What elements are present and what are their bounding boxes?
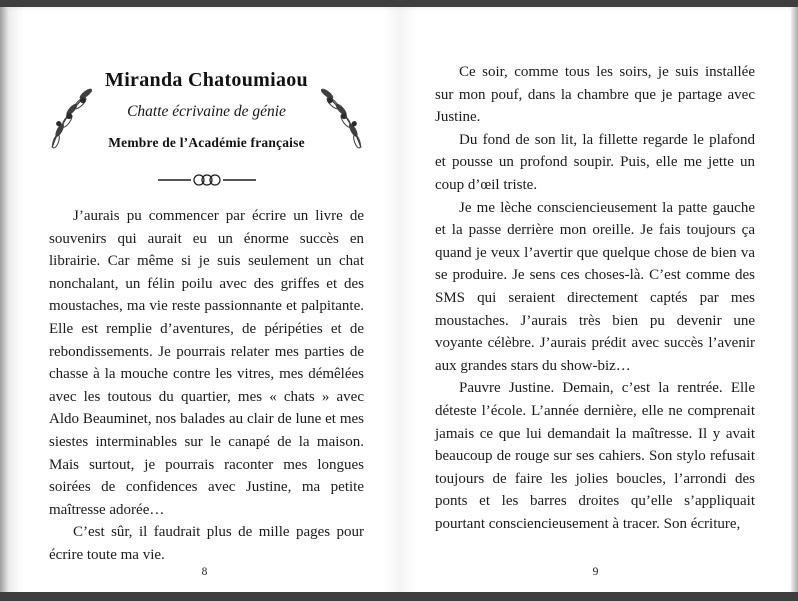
olive-branch-right-icon bbox=[316, 81, 372, 157]
chapter-affiliation: Membre de l’Académie française bbox=[108, 135, 305, 150]
body-paragraph: Pauvre Justine. Demain, c’est la rentrée. Elle déteste l’école. L’année dernière, elle ne comprenait jamais ce que lui demandait la maîtresse. Il y avait beaucoup de rouge sur ses cahiers. Son stylo refusait toujours de faire les jolies boucles, l’arrondi des ponts et les barres droites qu’elle s’appliquait pourtant consciencieusement à tracer. Son écriture, bbox=[435, 380, 755, 532]
book-spread bbox=[9, 7, 791, 592]
rope-coil-divider-icon bbox=[155, 171, 259, 189]
window-top-bar bbox=[0, 0, 798, 7]
body-paragraph: Du fond de son lit, la fillette regarde le plafond et pousse un profond soupir. Puis, elle me jette un coup d’œil triste. bbox=[435, 131, 755, 193]
body-paragraph: Ce soir, comme tous les soirs, je suis installée sur mon pouf, dans la chambre que je partage avec Justine. bbox=[435, 64, 755, 126]
chapter-header bbox=[49, 69, 364, 151]
section-divider bbox=[49, 171, 364, 189]
right-page-body bbox=[435, 7, 755, 535]
page-left bbox=[9, 7, 400, 592]
body-paragraph: Je me lèche consciencieusement la patte gauche et la passe derrière mon oreille. Je fais toujours ça quand je veux l’avertir que quelque chose de bien va se produire. Je sens ces choses-là. C’est comme des SMS qui seraient directement captés par mes moustaches. J’aurais très bien pu devenir une voyante célèbre. J’aurais prédit avec succès l’avenir aux grandes stars du show-biz… bbox=[435, 199, 755, 374]
chapter-title: Miranda Chatoumiaou bbox=[105, 69, 308, 91]
page-number-right: 9 bbox=[592, 566, 599, 578]
window-bottom-bar bbox=[0, 592, 798, 601]
body-paragraph: C’est sûr, il faudrait plus de mille pages pour écrire toute ma vie. bbox=[49, 524, 364, 563]
left-page-body bbox=[49, 205, 364, 567]
page-number-left: 8 bbox=[201, 566, 208, 578]
chapter-subtitle: Chatte écrivaine de génie bbox=[127, 103, 286, 120]
right-edge-shadow bbox=[791, 7, 798, 592]
body-paragraph: J’aurais pu commencer par écrire un livre de souvenirs qui aurait eu un énorme succès en librairie. Car même si je suis seulement un chat nonchalant, un félin poilu avec des griffes et des moustaches, ma vie reste passionnante et palpitante. Elle est remplie d’aventures, de péripéties et de rebondissements. Je pourrais relater mes parties de chasse à la mouche contre les vitres, mes démêlées avec les toutous du quartier, mes « chats » avec Aldo Beauminet, nos balades au clair de lune et mes siestes interminables sur le canapé de la maison. Mais surtout, je pourrais raconter mes longues soirées de confidences avec Justine, ma petite maîtresse adorée… bbox=[49, 208, 364, 518]
page-right bbox=[400, 7, 791, 592]
left-edge-shadow bbox=[0, 7, 9, 592]
olive-branch-left-icon bbox=[41, 81, 97, 157]
